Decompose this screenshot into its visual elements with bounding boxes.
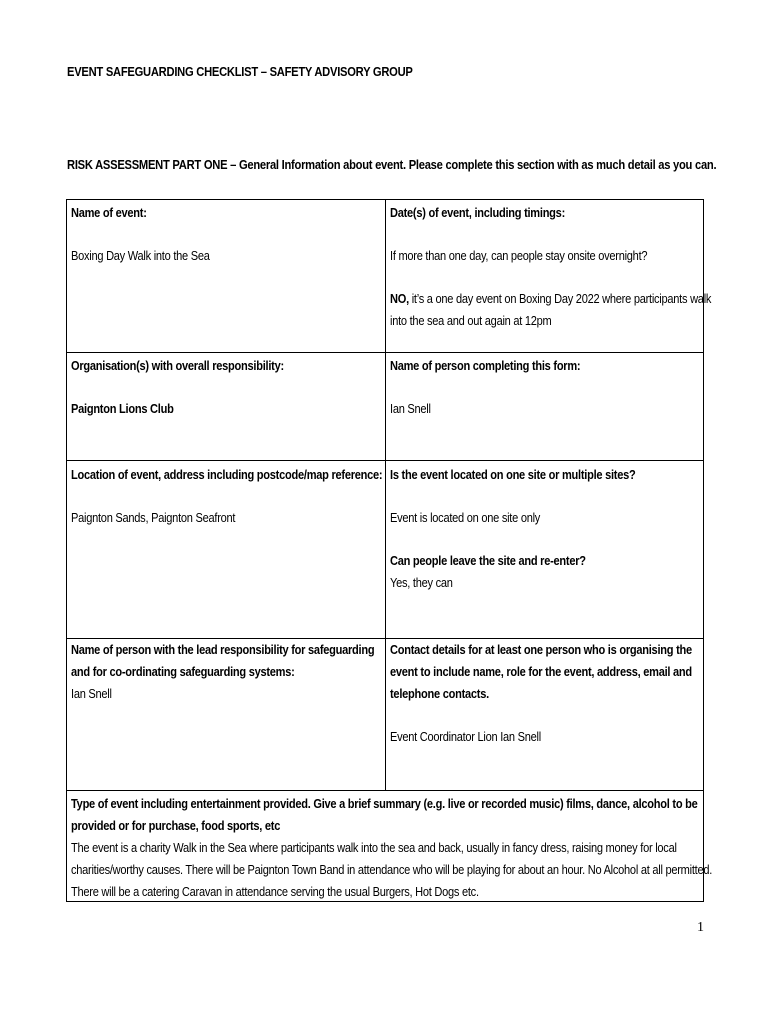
contact-cell [390,639,745,748]
overnight-answer-bold: NO, [390,291,409,306]
event-type-cell [71,793,770,903]
location-label: Location of event, address including postcode/map reference: [71,467,383,482]
reentry-answer: Yes, they can [390,575,453,590]
overnight-question: If more than one day, can people stay onsite overnight? [390,248,648,263]
safeguarding-lead-label: Name of person with the lead responsibility for safeguarding [71,642,375,657]
contact-label-line3: telephone contacts. [390,686,489,701]
overnight-answer-text: it’s a one day event on Boxing Day 2022 where participants walk [408,291,712,306]
site-value: Event is located on one site only [390,510,541,525]
row-divider [67,790,703,791]
safeguarding-lead-value: Ian Snell [71,686,112,701]
page-number: 1 [697,920,704,935]
event-type-value: The event is a charity Walk in the Sea where participants walk into the sea and back, usually in fancy dress, raising money for local [71,840,677,855]
site-label: Is the event located on one site or multiple sites? [390,467,636,482]
site-cell [390,464,679,594]
overnight-answer-line2: into the sea and out again at 12pm [390,313,552,328]
event-type-value-line3: There will be a catering Caravan in attendance serving the usual Burgers, Hot Dogs etc. [71,884,479,899]
overnight-answer [390,288,711,310]
location-value: Paignton Sands, Paignton Seafront [71,510,236,525]
form-completer-cell [390,355,614,420]
event-info-table [66,199,713,902]
document-title: EVENT SAFEGUARDING CHECKLIST – SAFETY ADVISORY GROUP [67,64,413,79]
event-type-label-line2: provided or for purchase, food sports, etc [71,818,281,833]
event-type-value-line2: charities/worthy causes. There will be Paignton Town Band in attendance who will be playing for about an hour. No Alcohol at all permitted. [71,862,713,877]
form-completer-value: Ian Snell [390,401,431,416]
contact-label: Contact details for at least one person who is organising the [390,642,692,657]
event-name-cell [71,202,234,267]
event-type-label: Type of event including entertainment provided. Give a brief summary (e.g. live or recorded music) films, dance, alcohol to be [71,796,698,811]
location-cell [71,464,437,529]
event-dates-label: Date(s) of event, including timings: [390,205,566,220]
form-completer-label: Name of person completing this form: [390,358,581,373]
section-intro: RISK ASSESSMENT PART ONE – General Information about event. Please complete this section with as much detail as you can. [67,157,717,172]
event-name-label: Name of event: [71,205,147,220]
contact-label-line2: event to include name, role for the event, address, email and [390,664,692,679]
event-dates-cell [390,202,768,332]
organisation-cell [71,355,321,420]
organisation-label: Organisation(s) with overall responsibility: [71,358,284,373]
safeguarding-lead-label-line2: and for co-ordinating safeguarding systems: [71,664,295,679]
organisation-value: Paignton Lions Club [71,401,174,416]
safeguarding-lead-cell [71,639,428,705]
reentry-question: Can people leave the site and re-enter? [390,553,586,568]
event-name-value: Boxing Day Walk into the Sea [71,248,210,263]
contact-value: Event Coordinator Lion Ian Snell [390,729,541,744]
